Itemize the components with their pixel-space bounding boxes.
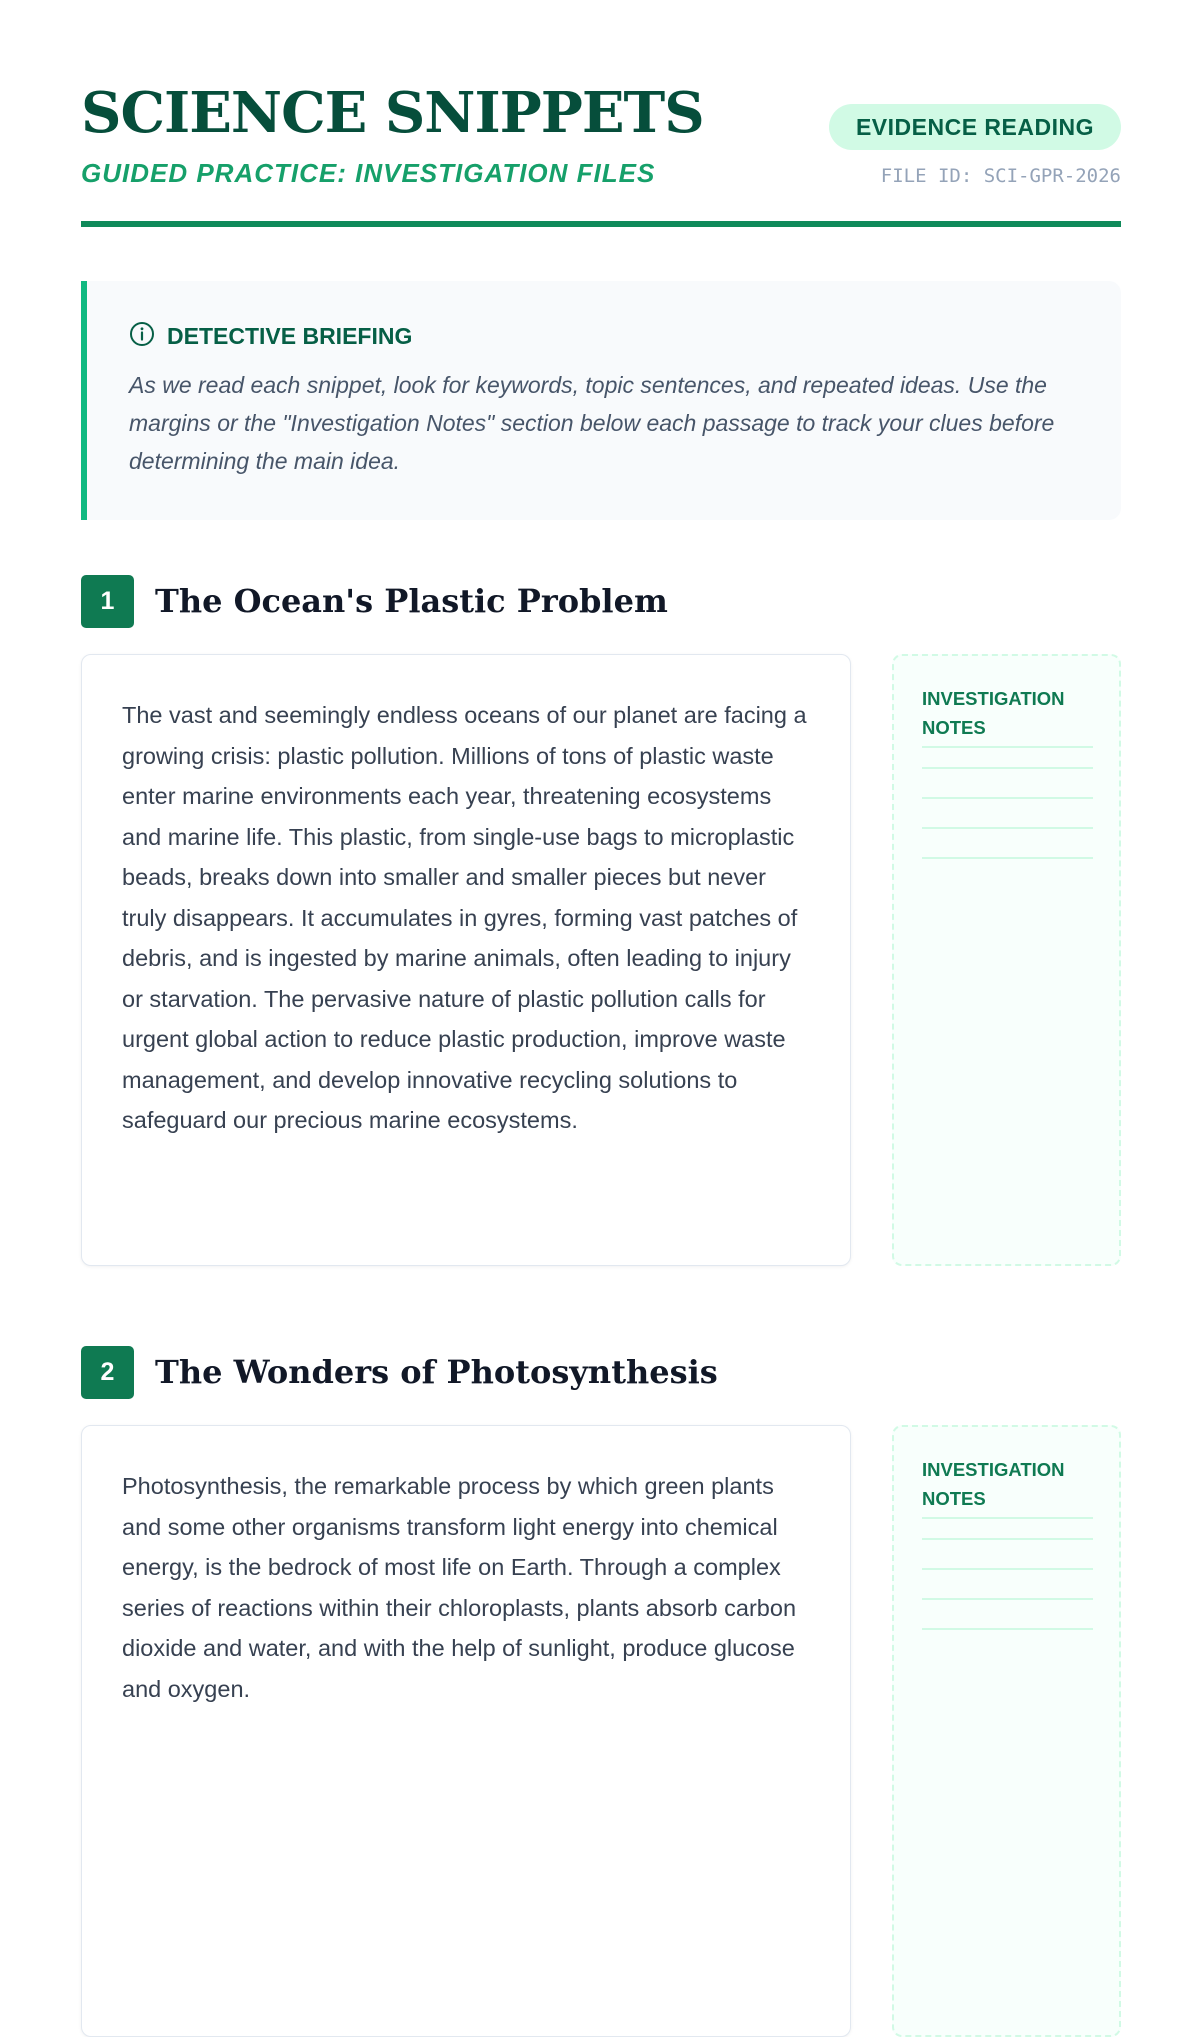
snippet-title: The Ocean's Plastic Problem xyxy=(155,582,668,620)
notes-label: INVESTIGATION NOTES xyxy=(922,1459,1065,1509)
briefing-text: As we read each snippet, look for keywords, topic sentences, and repeated ideas. Use the margins or the "Investigation Notes" section below each passage to track your clues before determining the main idea. xyxy=(129,372,1055,474)
note-line xyxy=(922,1628,1093,1630)
page-title: SCIENCE SNIPPETS xyxy=(81,80,704,146)
passage-text: Photosynthesis, the remarkable process by which green plants and some other organisms transform light energy into chemical energy, is the bedrock of most life on Earth. Through a complex series of reactions within their chloroplasts, plants absorb carbon dioxide and water, and with the help of sunlight, produce glucose and oxygen. xyxy=(122,1473,797,1702)
note-line xyxy=(922,767,1093,769)
note-line xyxy=(922,857,1093,859)
passage-text: The vast and seemingly endless oceans of our planet are facing a growing crisis: plastic pollution. Millions of tons of plastic waste enter marine environments each year, threatening ecosystems and marine life. This plastic, from single-use bags to microplastic beads, breaks down into smaller and smaller pieces but never truly disappears. It accumulates in gyres, forming vast patches of debris, and is ingested by marine animals, often leading to injury or starvation. The pervasive nature of plastic pollution calls for urgent global action to reduce plastic production, improve waste management, and develop innovative recycling solutions to safeguard our precious marine ecosystems. xyxy=(122,702,807,1133)
briefing-header xyxy=(129,321,412,352)
page-subtitle: GUIDED PRACTICE: INVESTIGATION FILES xyxy=(81,158,656,188)
passage-card xyxy=(81,654,851,1266)
file-id: FILE ID: SCI-GPR-2026 xyxy=(880,165,1121,187)
investigation-notes[interactable] xyxy=(892,654,1121,1266)
worksheet-page xyxy=(81,0,1121,1702)
investigation-notes[interactable] xyxy=(892,1425,1121,2037)
briefing-title: DETECTIVE BRIEFING xyxy=(167,323,413,349)
note-line xyxy=(922,746,1093,748)
snippet-number: 2 xyxy=(81,1346,134,1399)
detective-briefing xyxy=(81,281,1121,520)
note-line xyxy=(922,797,1093,799)
snippet-title: The Wonders of Photosynthesis xyxy=(155,1353,718,1391)
evidence-badge: EVIDENCE READING xyxy=(829,104,1121,150)
notes-label: INVESTIGATION NOTES xyxy=(922,688,1065,738)
info-circle-icon xyxy=(129,321,155,352)
note-line xyxy=(922,827,1093,829)
passage-card xyxy=(81,1425,851,2037)
note-line xyxy=(922,1538,1093,1540)
header-divider xyxy=(81,221,1121,227)
snippet-number: 1 xyxy=(81,575,134,628)
page-header xyxy=(81,0,1121,228)
note-line xyxy=(922,1517,1093,1519)
note-line xyxy=(922,1568,1093,1570)
